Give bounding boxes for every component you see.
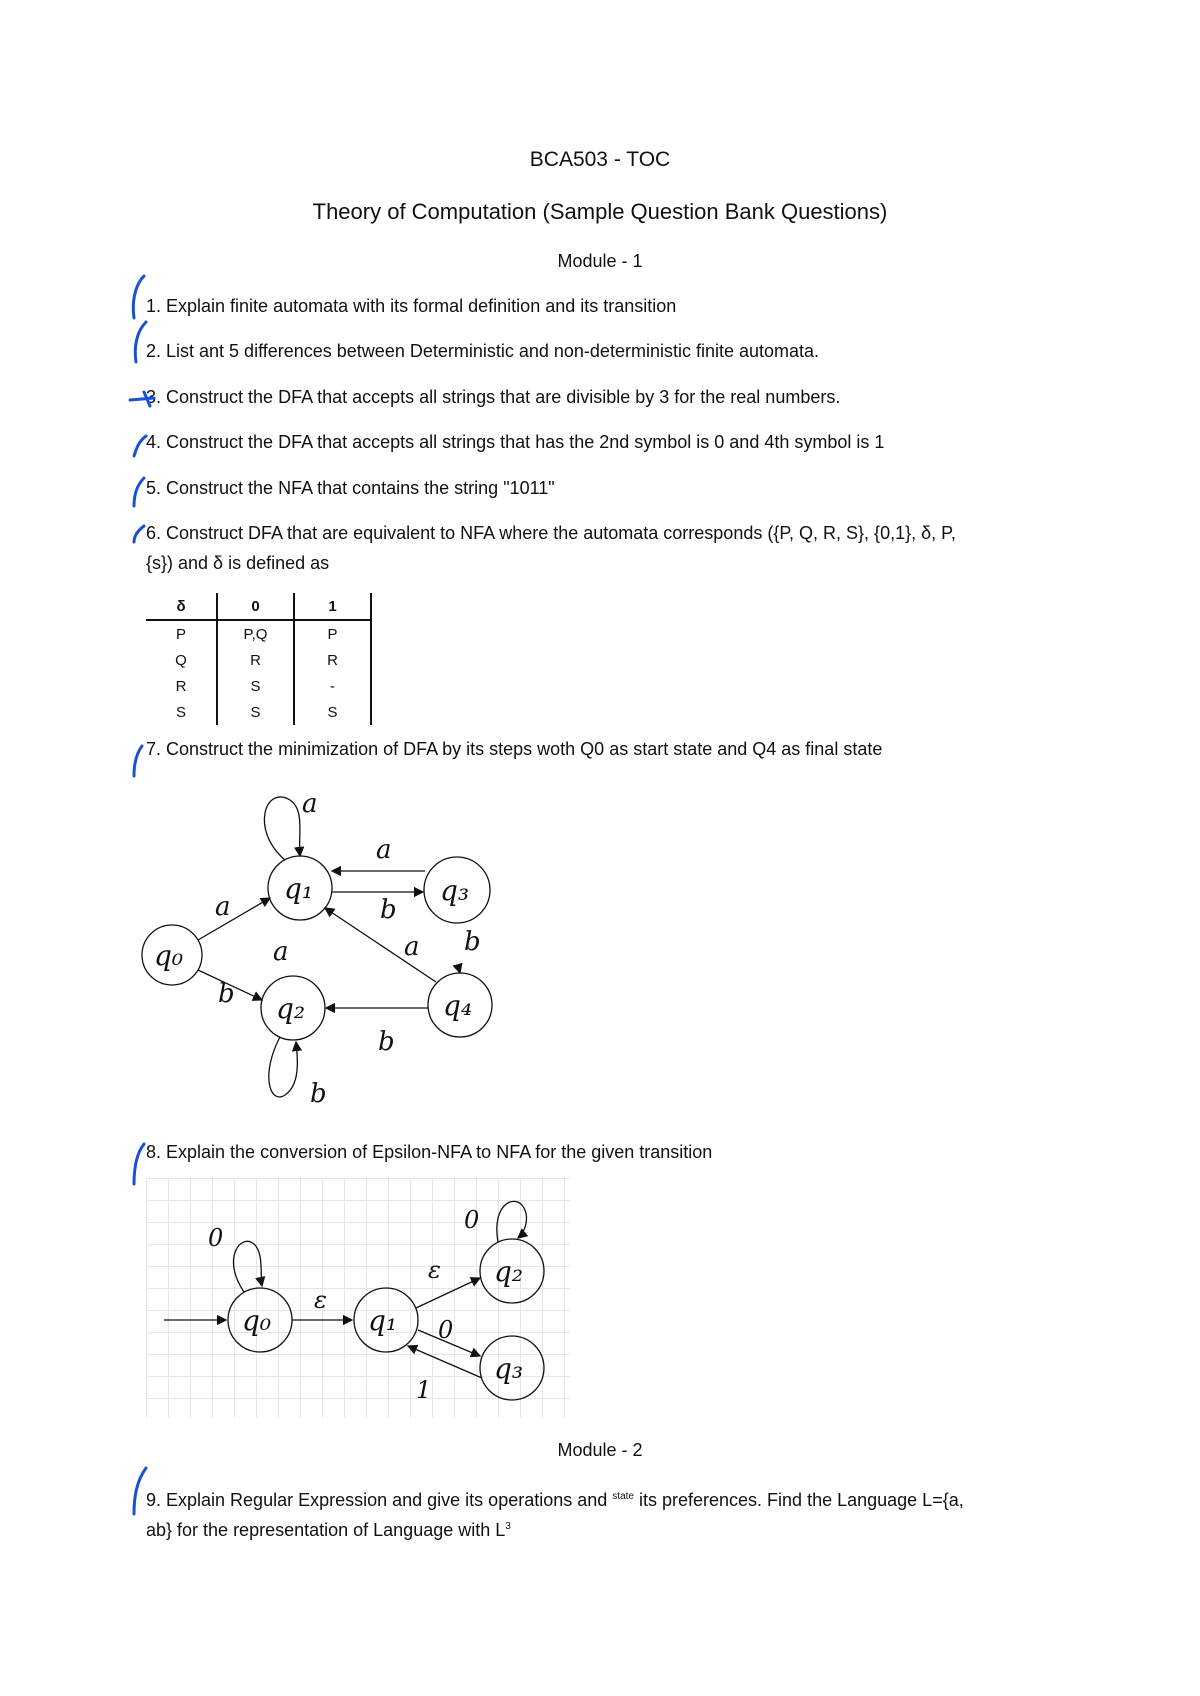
- table-header-cell: δ: [146, 593, 217, 620]
- edge-label-q2-self: 0: [464, 1206, 480, 1234]
- question-9-line-2: [146, 1512, 1066, 1545]
- tick-mark-q3: [130, 392, 154, 406]
- question-7: 7. Construct the minimization of DFA by its steps woth Q0 as start state and Q4 as final state: [146, 739, 883, 759]
- table-header-cell: 0: [217, 593, 294, 620]
- edge-q1-q2: [416, 1278, 480, 1308]
- blue-tick-marks: [120, 270, 160, 1530]
- page-title: Theory of Computation (Sample Question Bank Questions): [312, 199, 888, 224]
- edge-label-q0-q1: a: [215, 892, 231, 922]
- table-cell: P,Q: [217, 620, 294, 647]
- question-3: 3. Construct the DFA that accepts all strings that are divisible by 3 for the real numbers.: [146, 387, 841, 407]
- delta-transition-table: [146, 593, 372, 725]
- state-q0-label: q₀: [154, 939, 184, 972]
- edge-label-q3-q1: a: [376, 835, 392, 865]
- tick-mark-q1: [133, 276, 144, 318]
- edge-label-q2-self: b: [310, 1079, 327, 1109]
- state-q4-label: q₄: [443, 989, 473, 1022]
- edge-label-center: a: [273, 937, 289, 967]
- table-row: [146, 699, 371, 725]
- table-cell: R: [294, 647, 371, 673]
- q1-self-loop: [264, 797, 300, 860]
- question-8: 8. Explain the conversion of Epsilon-NFA to NFA for the given transition: [146, 1142, 713, 1162]
- state-q1-label: q₁: [368, 1304, 398, 1337]
- tick-mark-q7: [134, 746, 142, 776]
- question-5: 5. Construct the NFA that contains the string "1011": [146, 478, 555, 498]
- state-q3-label: q₃: [494, 1352, 524, 1385]
- table-cell: S: [146, 699, 217, 725]
- q2-self-loop: [497, 1201, 527, 1242]
- q4-self-loop: [458, 966, 460, 973]
- question-9-superscript: state: [612, 1491, 634, 1502]
- table-header-cell: 1: [294, 593, 371, 620]
- state-q2-label: q₂: [494, 1255, 524, 1288]
- state-q0-label: q₀: [242, 1304, 272, 1337]
- edge-label-q3-q1: 1: [416, 1376, 432, 1404]
- tick-mark-q6: [134, 526, 144, 542]
- tick-mark-q2: [135, 322, 146, 362]
- table-row: [146, 647, 371, 673]
- table-cell: P: [146, 620, 217, 647]
- table-cell: R: [217, 647, 294, 673]
- q0-self-loop: [233, 1241, 262, 1292]
- question-9-text: 9. Explain Regular Expression and give its operations and: [146, 1490, 608, 1510]
- language-exponent: 3: [505, 1521, 511, 1532]
- question-2: 2. List ant 5 differences between Deterministic and non-deterministic finite automata.: [146, 341, 820, 361]
- question-6-line-2: {s}) and δ is defined as: [146, 553, 330, 573]
- edge-label-q1-self: a: [302, 789, 318, 819]
- question-6-line-1: 6. Construct DFA that are equivalent to NFA where the automata corresponds ({P, Q, R, S}, {0,1}, δ, P,: [146, 523, 956, 543]
- edge-label-q1-q3: b: [380, 895, 397, 925]
- question-9-line-1: [146, 1482, 1066, 1515]
- tick-mark-q9: [134, 1468, 146, 1514]
- table-cell: Q: [146, 647, 217, 673]
- q2-self-loop: [269, 1037, 298, 1097]
- question-1: 1. Explain finite automata with its formal definition and its transition: [146, 296, 677, 316]
- edge-q0-q1: [198, 898, 270, 940]
- edge-label-q4-q1: a: [404, 932, 420, 962]
- table-cell: -: [294, 673, 371, 699]
- table-cell: S: [294, 699, 371, 725]
- question-4: 4. Construct the DFA that accepts all strings that has the 2nd symbol is 0 and 4th symbol is 1: [146, 432, 885, 452]
- table-row: [146, 673, 371, 699]
- edge-label-q0-q1: ε: [314, 1286, 327, 1314]
- tick-mark-q5: [134, 478, 144, 506]
- edge-label-q4-self: b: [464, 927, 481, 957]
- dfa-diagram: [140, 780, 510, 1120]
- table-row: [146, 620, 371, 647]
- course-code: BCA503 - TOC: [529, 148, 671, 171]
- edge-label-q4-q2: b: [378, 1027, 395, 1057]
- question-9-text-end: ab} for the representation of Language with L: [146, 1520, 506, 1540]
- state-q1-label: q₁: [284, 872, 314, 905]
- edge-label-q0-self: 0: [208, 1224, 224, 1252]
- module-1-heading: Module - 1: [557, 251, 643, 271]
- edge-label-q1-q3: 0: [438, 1316, 454, 1344]
- tick-mark-q8: [134, 1144, 144, 1184]
- edge-label-q0-q2: b: [218, 979, 235, 1009]
- table-cell: S: [217, 699, 294, 725]
- question-9-text-cont: its preferences. Find the Language L={a,: [639, 1490, 964, 1510]
- table-header-row: [146, 593, 371, 620]
- table-cell: R: [146, 673, 217, 699]
- state-q2-label: q₂: [276, 992, 306, 1025]
- module-2-heading: Module - 2: [557, 1440, 643, 1460]
- state-q3-label: q₃: [440, 874, 470, 907]
- edge-q3-q1: [408, 1346, 482, 1378]
- edge-label-q1-q2: ε: [428, 1256, 441, 1284]
- epsilon-nfa-diagram: [146, 1178, 570, 1418]
- table-cell: P: [294, 620, 371, 647]
- tick-mark-q4: [134, 436, 146, 456]
- table-cell: S: [217, 673, 294, 699]
